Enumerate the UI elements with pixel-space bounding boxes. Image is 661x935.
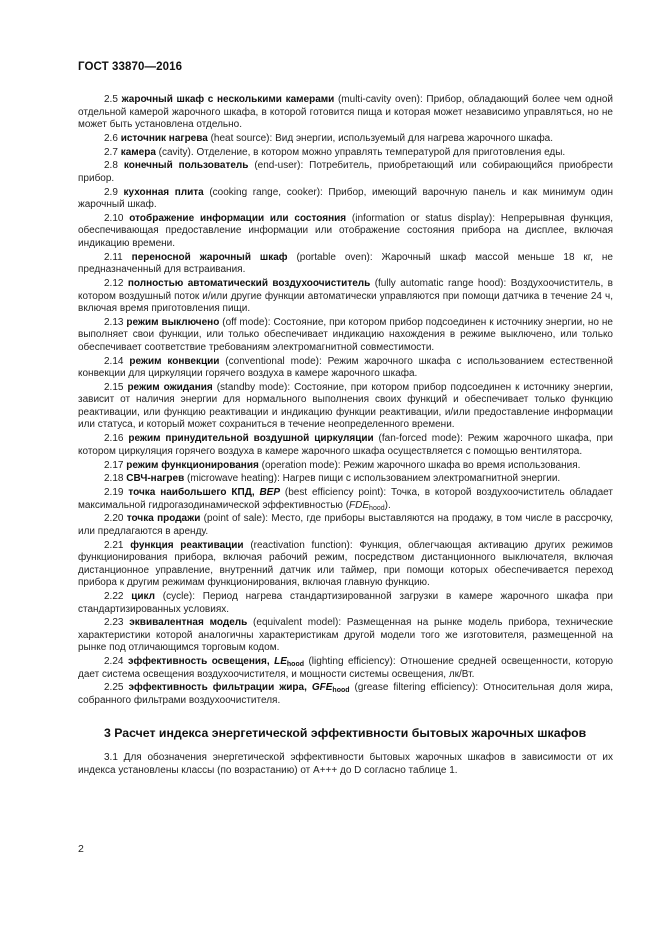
definition-2-15: 2.15 режим ожидания (standby mode): Состояние, при котором прибор подсоединен к источнику энергии, зависит от наличия энергии для нормального выполнения своих функций и обеспечивает только функцию реактивации, или функцию реактивации и индикацию функции реактивации, и/или предоставление информации или статуса, и который может сохраниться в течение неопределенного времени. <box>78 381 613 431</box>
definition-2-6: 2.6 источник нагрева (heat source): Вид энергии, используемый для нагрева жарочного шкафа. <box>104 132 554 144</box>
definition-2-17: 2.17 режим функционирования (operation mode): Режим жарочного шкафа во время использования. <box>104 459 581 471</box>
definition-2-19: 2.19 точка наибольшего КПД, BEP (best efficiency point): Точка, в которой воздухоочиститель обладает максимальной гидрогазодинамической эффективностью $(FDE_{hood})$. <box>78 487 613 512</box>
definition-2-10: 2.10 отображение информации или состояния (information or status display): Непрерывная функция, обеспечивающая предоставление информации или отображение состояния прибора на дисплее, включая индикацию времени. <box>78 212 614 249</box>
definition-2-9: 2.9 кухонная плита (cooking range, cooker): Прибор, имеющий варочную панель и как минимум один жарочный шкаф. <box>78 186 613 211</box>
definition-2-14: 2.14 режим конвекции (conventional mode): Режим жарочного шкафа с использованием естественной конвекции для циркуляции горячего воздуха в камере жарочного шкафа. <box>78 355 614 380</box>
standard-header: ГОСТ 33870—2016 <box>78 61 183 73</box>
definition-2-20: 2.20 точка продажи (point of sale): Место, где приборы выставляются на продажу, в том числе в рассрочку, или предлагаются в аренду. <box>78 513 614 537</box>
definition-2-21: 2.21 функция реактивации (reactivation function): Функция, облегчающая активацию других режимов функционирования прибора, включая рабочий режим, посредством дистанционного выключателя, включая дистанционное управление, внутренний датчик или таймер, при помощи которых обеспечивается переход прибора к другим режимам функционирования, включая главную функцию. <box>78 539 613 589</box>
definition-2-23: 2.23 эквивалентная модель (equivalent model): Размещенная на рынке модель прибора, технические характеристики которой аналогичны характеристикам другой модели того же изготовителя, размещенной на рынке под отличающимся торговым кодом. <box>78 617 614 654</box>
section-3-heading: 3 Расчет индекса энергетической эффективности бытовых жарочных шкафов <box>104 726 587 741</box>
page-number: 2 <box>78 843 84 855</box>
definition-2-8: 2.8 конечный пользователь (end-user): Потребитель, приобретающий или собирающийся приобрести прибор. <box>78 160 613 184</box>
definition-2-7: 2.7 камера (cavity). Отделение, в котором можно управлять температурой для приготовления еды. <box>104 146 566 158</box>
definition-2-22: 2.22 цикл (cycle): Период нагрева стандартизированной загрузки в камере жарочного шкафа при стандартизированных условиях. <box>78 591 614 615</box>
definition-2-24: 2.24 эффективность освещения, $LE_{hood}$ (lighting efficiency): Отношение средней освещенности, которую дает система освещения воздухоочистителя, и мощности системы освещения, лк/Вт. <box>78 656 613 680</box>
definition-2-18: 2.18 СВЧ-нагрев (microwave heating): Нагрев пищи с использованием электромагнитной энергии. <box>104 473 561 485</box>
definition-2-16: 2.16 режим принудительной воздушной циркуляции (fan-forced mode): Режим жарочного шкафа, при котором циркуляция горячего воздуха в камере жарочного шкафа осуществляется с помощью вентилятора. <box>78 433 613 457</box>
section-3-1-paragraph: 3.1 Для обозначения энергетической эффективности бытовых жарочных шкафов в зависимости от их индекса установлены классы (по возрастанию) от A+++ до D согласно таблице 1. <box>78 752 613 776</box>
definition-2-5: 2.5 жарочный шкаф с несколькими камерами (multi-cavity oven): Прибор, обладающий более чем одной отдельной камерой жарочного шкафа, в которой готовится пища и которая может независимо управляться, но не может быть установлена отдельно. <box>78 94 613 130</box>
definition-2-11: 2.11 переносной жарочный шкаф (portable oven): Жарочный шкаф массой меньше 18 кг, не предназначенный для встраивания. <box>78 251 613 276</box>
document-body <box>78 94 613 779</box>
definition-2-12: 2.12 полностью автоматический воздухоочиститель (fully automatic range hood): Воздухоочиститель, в котором воздушный поток и/или другие функции автоматически управляются при помощи датчика в течение 24 ч, включая время приготовления пищи. <box>78 278 613 315</box>
definition-2-25: 2.25 эффективность фильтрации жира, $GFE_{hood}$ (grease filtering efficiency): Относительная доля жира, собранного фильтрами воздухоочистителя. <box>78 682 613 706</box>
definition-2-13: 2.13 режим выключено (off mode): Состояние, при котором прибор подсоединен к источнику энергии, но не выполняет свои функции, или только обеспечивает индикацию нахождения в режиме выключено, или только обеспечивает соответствие требованиям электромагнитной совместимости. <box>78 316 613 353</box>
